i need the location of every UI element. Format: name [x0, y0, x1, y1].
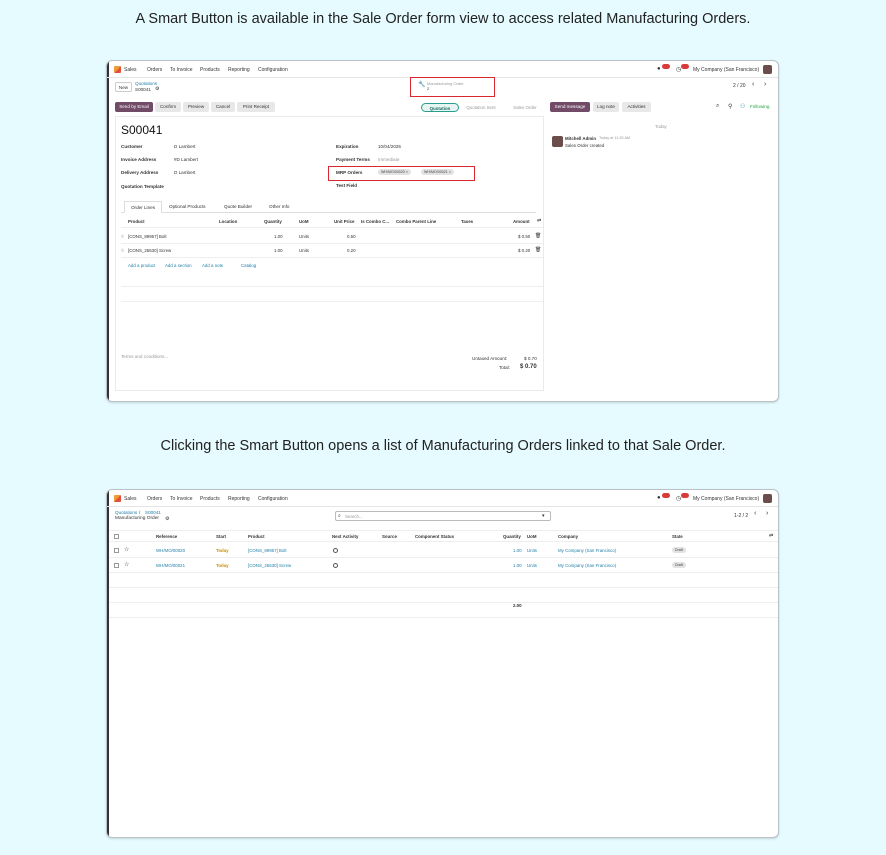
quotation-template-label: Quotation Template	[121, 184, 164, 189]
send-message-button[interactable]: Send message	[550, 102, 590, 112]
chatter-date: Today	[655, 124, 667, 129]
line-amount: $ 0.20	[518, 248, 531, 253]
stage-quotation-sent[interactable]: Quotation Sent	[466, 105, 496, 110]
send-by-email-button[interactable]: Send by Email	[115, 102, 153, 112]
menu-reporting[interactable]: Reporting	[228, 496, 250, 502]
pager-next-icon[interactable]: ›	[766, 510, 769, 517]
wrench-icon: 🔧	[418, 82, 426, 88]
sales-app-icon	[114, 66, 121, 73]
add-section-link[interactable]: Add a section	[165, 263, 192, 268]
smart-button-count[interactable]: 2	[427, 86, 430, 91]
row-qty: 1.00	[513, 548, 522, 553]
line-amount: $ 0.50	[518, 234, 531, 239]
caret-down-icon[interactable]: ▾	[542, 513, 545, 519]
terms-input[interactable]: Terms and conditions...	[121, 354, 169, 359]
chat-badge	[662, 64, 670, 69]
table-row[interactable]	[121, 244, 543, 258]
table-row[interactable]	[109, 543, 778, 558]
app-name[interactable]: Sales	[124, 67, 137, 73]
following-status[interactable]: Following	[750, 104, 770, 109]
state-badge: Draft	[672, 547, 686, 553]
select-all-checkbox[interactable]	[114, 534, 119, 539]
drag-handle-icon[interactable]: ⠿	[121, 248, 124, 253]
menu-orders[interactable]: Orders	[147, 67, 163, 73]
col-taxes: Taxes	[461, 219, 474, 224]
breadcrumb-quotations[interactable]: Quotations	[135, 81, 158, 86]
caption-top: A Smart Button is available in the Sale Order form view to access related Manufacturing Orders.	[135, 11, 751, 27]
untaxed-label: Untaxed Amount:	[472, 356, 508, 361]
user-avatar[interactable]	[763, 65, 772, 74]
row-uom: Units	[527, 548, 538, 553]
activity-badge	[681, 493, 689, 498]
col-product: Product	[128, 219, 145, 224]
empty-row	[109, 573, 778, 588]
page-title: Manufacturing Order	[115, 516, 159, 521]
payment-terms-label: Payment Terms	[336, 157, 370, 162]
col-company[interactable]: Company	[558, 534, 579, 539]
tab-other-info[interactable]: Other Info	[269, 204, 290, 209]
record-title: S00041	[121, 123, 163, 137]
list-pager: 1-2 / 2	[734, 513, 749, 519]
col-source[interactable]: Source	[382, 534, 397, 539]
expiration-value[interactable]: 10/04/2025	[378, 144, 401, 149]
menu-orders[interactable]: Orders	[147, 496, 163, 502]
chat-badge	[662, 493, 670, 498]
column-settings-icon[interactable]: ⇄	[537, 218, 542, 224]
table-header	[109, 530, 778, 542]
line-product[interactable]: [CONS_25630] Screw	[128, 248, 172, 253]
catalog-link[interactable]: Catalog	[241, 263, 257, 268]
column-settings-icon[interactable]: ⇄	[769, 533, 774, 539]
row-company[interactable]: My Company (San Francisco)	[558, 548, 617, 553]
col-location: Location	[219, 219, 238, 224]
mrp-tag-1[interactable]: WH/MO/00020 ×	[378, 169, 411, 175]
line-price[interactable]: 0.50	[347, 234, 356, 239]
col-quantity: Quantity	[264, 219, 282, 224]
log-note-button[interactable]: Log note	[593, 102, 619, 112]
empty-row	[109, 588, 778, 603]
pager-prev-icon[interactable]: ‹	[754, 510, 757, 517]
delivery-address-value[interactable]: D Lambert	[174, 170, 196, 175]
search-icon: ⌕	[338, 513, 341, 519]
table-header	[121, 216, 543, 228]
line-price[interactable]: 0.20	[347, 248, 356, 253]
breadcrumb-quotations[interactable]: Quotations	[115, 510, 138, 515]
star-icon[interactable]: ☆	[124, 547, 130, 553]
row-product[interactable]: [CONS_25630] Screw	[248, 563, 292, 568]
confirm-button[interactable]: Confirm	[155, 102, 181, 112]
activity-icon[interactable]: ◷	[676, 67, 682, 73]
follower-icon[interactable]: ⚇	[740, 104, 746, 110]
activity-clock-icon[interactable]	[333, 548, 338, 553]
drag-handle-icon[interactable]: ⠿	[121, 234, 124, 239]
col-is-combo: Is Combo C...	[361, 219, 390, 224]
top-navbar	[107, 61, 778, 78]
gear-icon[interactable]: ⚙	[165, 516, 170, 522]
form-sheet	[115, 116, 544, 391]
col-uom: UoM	[299, 219, 309, 224]
author-avatar	[552, 136, 563, 147]
smart-button-label[interactable]: Manufacturing Order	[427, 81, 464, 86]
search-bar[interactable]	[335, 511, 551, 521]
row-product[interactable]: [CONS_89957] Bolt	[248, 548, 287, 553]
paperclip-icon[interactable]: ⚲	[728, 104, 733, 110]
cancel-button[interactable]: Cancel	[211, 102, 235, 112]
chat-icon[interactable]: ●	[657, 495, 661, 501]
untaxed-value: $ 0.70	[524, 356, 537, 361]
add-product-link[interactable]: Add a product	[128, 263, 156, 268]
col-uom[interactable]: UoM	[527, 534, 537, 539]
mo-list-table	[109, 530, 778, 660]
col-amount: Amount	[513, 219, 530, 224]
tab-quote-builder[interactable]: Quote Builder	[224, 204, 253, 209]
col-product[interactable]: Product	[248, 534, 265, 539]
total-label: Total:	[499, 365, 510, 370]
empty-row	[121, 272, 543, 287]
state-badge: Draft	[672, 562, 686, 568]
table-row[interactable]	[109, 558, 778, 573]
preview-button[interactable]: Preview	[183, 102, 209, 112]
stage-quotation[interactable]: Quotation	[421, 103, 459, 112]
row-start: Today	[216, 548, 229, 553]
line-qty[interactable]: 1.00	[274, 248, 283, 253]
app-name[interactable]: Sales	[124, 496, 137, 502]
user-avatar[interactable]	[763, 494, 772, 503]
mrp-tag-2[interactable]: WH/MO/00021 ×	[421, 169, 454, 175]
sales-app-icon	[114, 495, 121, 502]
empty-row	[121, 287, 543, 302]
breadcrumb-separator: /	[139, 510, 141, 515]
breadcrumb-record[interactable]: S00041	[145, 510, 161, 515]
star-icon[interactable]: ☆	[124, 562, 130, 568]
delete-icon[interactable]: 🗑	[535, 247, 542, 253]
menu-to-invoice[interactable]: To Invoice	[170, 67, 193, 73]
row-start: Today	[216, 563, 229, 568]
tab-bar	[121, 201, 536, 213]
menu-reporting[interactable]: Reporting	[228, 67, 250, 73]
line-uom[interactable]: Units	[299, 234, 310, 239]
manufacturing-orders-list-screenshot	[106, 489, 779, 838]
row-reference[interactable]: WH/MO/00020	[156, 548, 186, 553]
company-switcher[interactable]: My Company (San Francisco)	[693, 67, 760, 73]
chatter-time: Today at 11:30 AM	[599, 136, 631, 140]
activities-button[interactable]: Activities	[622, 102, 651, 112]
caption-bottom: Clicking the Smart Button opens a list of Manufacturing Orders linked to that Sale Order.	[160, 438, 726, 454]
menu-products[interactable]: Products	[200, 496, 220, 502]
top-navbar	[107, 490, 778, 507]
menu-to-invoice[interactable]: To Invoice	[170, 496, 193, 502]
chat-icon[interactable]: ●	[657, 66, 661, 72]
chatter-message: Sales Order created	[565, 143, 605, 148]
row-checkbox[interactable]	[114, 548, 119, 553]
row-uom: Units	[527, 563, 538, 568]
stage-sales-order[interactable]: Sales Order	[513, 105, 537, 110]
invoice-address-value[interactable]: #D Lambert	[174, 157, 199, 162]
customer-value[interactable]: D Lambert	[174, 144, 196, 149]
quantity-sum: 2.00	[513, 603, 522, 608]
pager-prev-icon[interactable]: ‹	[752, 81, 755, 88]
invoice-address-label: Invoice Address	[121, 157, 157, 162]
col-reference[interactable]: Reference	[156, 534, 178, 539]
col-unit-price: Unit Price	[334, 219, 355, 224]
row-reference[interactable]: WH/MO/00021	[156, 563, 186, 568]
customer-label: Customer	[121, 144, 143, 149]
col-start[interactable]: Start	[216, 534, 227, 539]
table-row[interactable]	[121, 230, 543, 244]
search-icon[interactable]: ⌕	[716, 103, 720, 109]
line-uom[interactable]: Units	[299, 248, 310, 253]
test-field-label: Test Field	[336, 183, 358, 188]
menu-configuration[interactable]: Configuration	[258, 496, 288, 502]
col-component-status[interactable]: Component Status	[415, 534, 455, 539]
total-value: $ 0.70	[520, 364, 537, 370]
pager-next-icon[interactable]: ›	[764, 81, 767, 88]
search-input[interactable]: Search...	[345, 514, 363, 519]
menu-products[interactable]: Products	[200, 67, 220, 73]
order-lines-table	[121, 216, 543, 316]
tab-optional-products[interactable]: Optional Products	[169, 204, 206, 209]
col-next-activity[interactable]: Next Activity	[332, 534, 359, 539]
delivery-address-label: Delivery Address	[121, 170, 159, 175]
mrp-orders-label: MRP Orders	[336, 170, 363, 175]
menu-configuration[interactable]: Configuration	[258, 67, 288, 73]
payment-terms-value[interactable]: Immediate	[378, 157, 400, 162]
breadcrumb-record: S00041	[135, 87, 151, 92]
row-checkbox[interactable]	[114, 563, 119, 568]
col-quantity[interactable]: Quantity	[503, 534, 521, 539]
line-product[interactable]: [CONS_89957] Bolt	[128, 234, 167, 239]
row-qty: 1.00	[513, 563, 522, 568]
activity-badge	[681, 64, 689, 69]
chatter-author[interactable]: Mitchell Admin	[565, 136, 597, 141]
row-company[interactable]: My Company (San Francisco)	[558, 563, 617, 568]
record-pager: 2 / 20	[733, 83, 746, 89]
line-qty[interactable]: 1.00	[274, 234, 283, 239]
delete-icon[interactable]: 🗑	[535, 233, 542, 239]
expiration-label: Expiration	[336, 144, 359, 149]
empty-row	[109, 603, 778, 618]
tab-order-lines[interactable]: Order Lines	[124, 201, 162, 213]
activity-icon[interactable]: ◷	[676, 496, 682, 502]
add-note-link[interactable]: Add a note	[202, 263, 224, 268]
print-receipt-button[interactable]: Print Receipt	[237, 102, 275, 112]
company-switcher[interactable]: My Company (San Francisco)	[693, 496, 760, 502]
gear-icon[interactable]: ⚙	[155, 86, 160, 92]
activity-clock-icon[interactable]	[333, 563, 338, 568]
col-state[interactable]: State	[672, 534, 683, 539]
sale-order-form-screenshot	[106, 60, 779, 402]
col-combo-parent: Combo Parent Line	[396, 219, 437, 224]
new-button[interactable]: New	[115, 82, 132, 92]
